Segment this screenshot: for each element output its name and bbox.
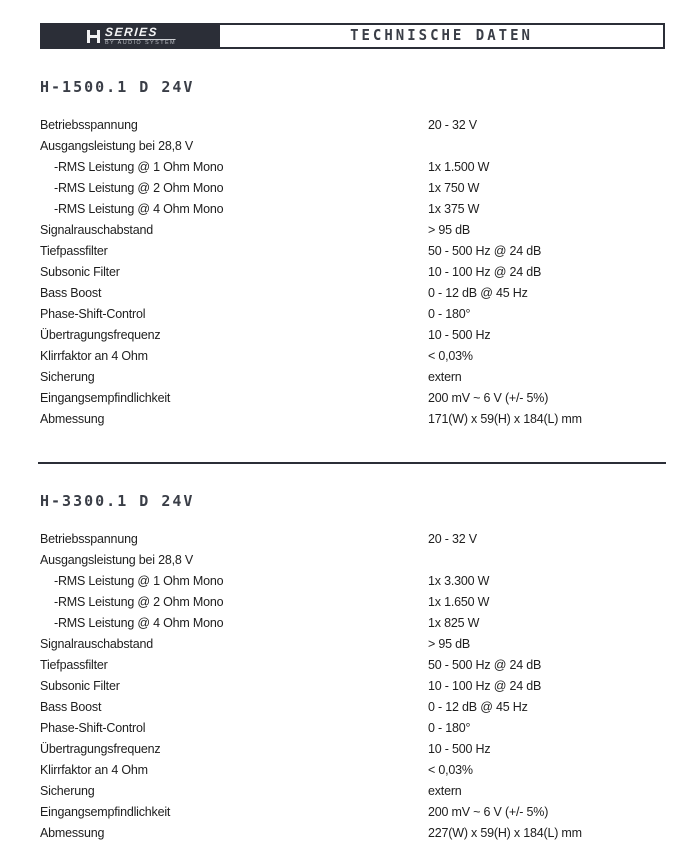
section-title: H-3300.1 D 24V [40, 492, 195, 510]
spec-row [40, 156, 665, 177]
logo-subtitle: BY AUDIO SYSTEM [104, 39, 177, 46]
spec-value: 0 - 12 dB @ 45 Hz [428, 699, 528, 714]
spec-row [40, 738, 665, 759]
spec-row [40, 408, 665, 429]
spec-value: 171(W) x 59(H) x 184(L) mm [428, 411, 582, 426]
spec-value: 1x 750 W [428, 180, 480, 195]
spec-label: Übertragungsfrequenz [40, 741, 161, 756]
spec-row [40, 345, 665, 366]
section-title: H-1500.1 D 24V [40, 78, 195, 96]
spec-row [40, 717, 665, 738]
spec-value: extern [428, 369, 462, 384]
spec-row [40, 282, 665, 303]
spec-value: 1x 375 W [428, 201, 480, 216]
spec-value: 1x 3.300 W [428, 573, 490, 588]
spec-row [40, 198, 665, 219]
spec-row [40, 822, 665, 843]
spec-value: > 95 dB [428, 222, 471, 237]
spec-row [40, 696, 665, 717]
spec-table [40, 528, 665, 843]
spec-value: > 95 dB [428, 636, 471, 651]
spec-label: Betriebsspannung [40, 117, 138, 132]
section-divider [38, 462, 666, 464]
spec-label: Ausgangsleistung bei 28,8 V [40, 552, 194, 567]
spec-row [40, 780, 665, 801]
spec-row [40, 801, 665, 822]
spec-label: -RMS Leistung @ 1 Ohm Mono [54, 573, 224, 588]
spec-row [40, 612, 665, 633]
spec-label: -RMS Leistung @ 2 Ohm Mono [54, 180, 224, 195]
spec-row [40, 240, 665, 261]
spec-value: < 0,03% [428, 348, 473, 363]
spec-value: 10 - 100 Hz @ 24 dB [428, 678, 542, 693]
spec-row [40, 114, 665, 135]
spec-label: -RMS Leistung @ 4 Ohm Mono [54, 201, 224, 216]
header-title-box [220, 25, 663, 47]
spec-value: 10 - 500 Hz [428, 741, 491, 756]
spec-label: Bass Boost [40, 285, 102, 300]
spec-label: Betriebsspannung [40, 531, 138, 546]
spec-label: Subsonic Filter [40, 264, 120, 279]
spec-value: 200 mV ~ 6 V (+/- 5%) [428, 390, 549, 405]
spec-label: -RMS Leistung @ 4 Ohm Mono [54, 615, 224, 630]
spec-row [40, 324, 665, 345]
spec-row [40, 135, 665, 156]
spec-label: Abmessung [40, 825, 105, 840]
spec-label: Eingangsempfindlichkeit [40, 804, 171, 819]
spec-value: 0 - 180° [428, 306, 471, 321]
spec-label: Tiefpassfilter [40, 243, 108, 258]
spec-row [40, 387, 665, 408]
spec-label: -RMS Leistung @ 2 Ohm Mono [54, 594, 224, 609]
spec-row [40, 633, 665, 654]
spec-value: < 0,03% [428, 762, 473, 777]
spec-row [40, 759, 665, 780]
spec-label: Subsonic Filter [40, 678, 120, 693]
logo-series-label: SERIES [104, 26, 176, 40]
spec-label: Klirrfaktor an 4 Ohm [40, 348, 148, 363]
spec-row [40, 366, 665, 387]
spec-label: Signalrauschabstand [40, 636, 153, 651]
spec-label: Phase-Shift-Control [40, 306, 146, 321]
spec-value: 0 - 12 dB @ 45 Hz [428, 285, 528, 300]
spec-label: Bass Boost [40, 699, 102, 714]
spec-value: extern [428, 783, 462, 798]
spec-label: Klirrfaktor an 4 Ohm [40, 762, 148, 777]
spec-row [40, 528, 665, 549]
spec-value: 20 - 32 V [428, 117, 477, 132]
spec-value: 10 - 500 Hz [428, 327, 491, 342]
spec-label: Sicherung [40, 783, 95, 798]
spec-label: Ausgangsleistung bei 28,8 V [40, 138, 194, 153]
spec-row [40, 654, 665, 675]
spec-row [40, 570, 665, 591]
section-h-1500 [40, 78, 665, 429]
spec-value: 0 - 180° [428, 720, 471, 735]
spec-label: Sicherung [40, 369, 95, 384]
spec-value: 10 - 100 Hz @ 24 dB [428, 264, 542, 279]
spec-value: 200 mV ~ 6 V (+/- 5%) [428, 804, 549, 819]
spec-label: Tiefpassfilter [40, 657, 108, 672]
spec-value: 1x 1.500 W [428, 159, 490, 174]
spec-row [40, 549, 665, 570]
spec-label: Signalrauschabstand [40, 222, 153, 237]
spec-table [40, 114, 665, 429]
spec-value: 1x 825 W [428, 615, 480, 630]
page-title: TECHNISCHE DATEN [350, 27, 533, 45]
spec-value: 227(W) x 59(H) x 184(L) mm [428, 825, 582, 840]
spec-label: Phase-Shift-Control [40, 720, 146, 735]
spec-row [40, 177, 665, 198]
spec-value: 50 - 500 Hz @ 24 dB [428, 657, 542, 672]
header-bar [40, 23, 665, 49]
logo-text [105, 26, 176, 47]
spec-label: Übertragungsfrequenz [40, 327, 161, 342]
spec-label: Abmessung [40, 411, 105, 426]
spec-value: 50 - 500 Hz @ 24 dB [428, 243, 542, 258]
spec-value: 1x 1.650 W [428, 594, 490, 609]
spec-label: -RMS Leistung @ 1 Ohm Mono [54, 159, 224, 174]
spec-label: Eingangsempfindlichkeit [40, 390, 171, 405]
spec-row [40, 591, 665, 612]
section-h-3300 [40, 492, 665, 843]
spec-row [40, 675, 665, 696]
h-series-logo [42, 25, 220, 47]
spec-row [40, 303, 665, 324]
spec-row [40, 261, 665, 282]
spec-row [40, 219, 665, 240]
spec-value: 20 - 32 V [428, 531, 477, 546]
h-logo-icon [86, 30, 101, 43]
